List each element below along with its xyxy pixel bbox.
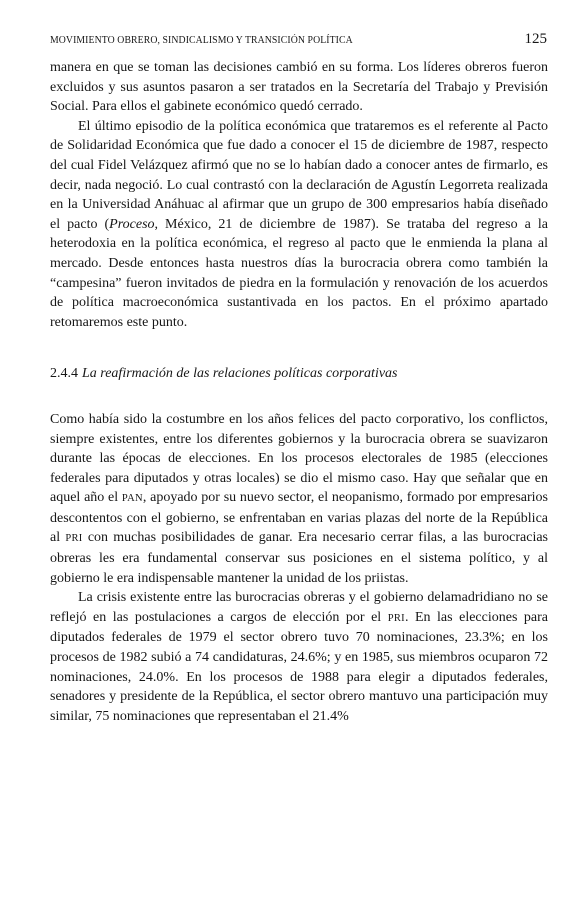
party-acronym: PRI xyxy=(65,533,83,545)
paragraph-text: El último episodio de la política económica que trataremos es el referente al Pacto de Solidaridad Económica que fue dado a conocer el 15 de diciembre de 1987, respecto del cual Fidel Velázquez afirmó que no se lo habían dado a conocer antes de firmarlo, es decir, nada negoció. Lo cual contrastó con la declaración de Agustín Legorreta realizada en la Universidad Anáhuac al afirmar que un grupo de 300 empresarios había diseñado el pacto ( xyxy=(50,118,548,232)
paragraph-elecciones xyxy=(50,410,548,588)
paragraph-text: , apoyado por su nuevo sector, el neopanismo, formado por empresarios descontentos con el gobierno, se enfrentaban en varias plazas del norte de la República al xyxy=(50,490,549,546)
paragraph-text: Como había sido la costumbre en los años felices del pacto corporativo, los conflictos, siempre existentes, entre los diferentes gobiernos y la burocracia obrera se suavizaron durante las épocas de elecciones. En los procesos electorales de 1985 (elecciones federales para diputados y otras locales) se dio el mismo caso. Hay que señalar que en aquel año el xyxy=(50,411,548,506)
page-body xyxy=(50,58,548,726)
running-title: MOVIMIENTO OBRERO, SINDICALISMO Y TRANSICIÓN POLÍTICA xyxy=(50,35,353,46)
publication-title: Proceso xyxy=(109,216,155,232)
party-acronym: PRI xyxy=(387,612,405,624)
paragraph-nominaciones xyxy=(50,588,548,726)
running-header xyxy=(50,31,547,51)
paragraph-text: con muchas posibilidades de ganar. Era necesario cerrar filas, a las burocracias obreras les era fundamental conservar sus posiciones en el sistema político, y al gobierno le era indispensable mantener la unidad de los priistas. xyxy=(50,530,548,586)
paragraph-text: , México, 21 de diciembre de 1987). Se trataba del regreso a la heterodoxia en la política económica, el regreso al pacto que le enmienda la plana al mercado. Desde entonces hasta nuestros días la burocracia obrera como también la “campesina” fueron invitados de piedra en la formulación y renovación de los acuerdos de política macroeconómica sustantivada en los pactos. En el próximo apartado retomaremos este punto. xyxy=(50,216,548,330)
paragraph-continued: manera en que se toman las decisiones cambió en su forma. Los líderes obreros fueron excluidos y sus asuntos pasaron a ser tratados en la Secretaría del Trabajo y Previsión Social. Para ellos el gabinete económico quedó cerrado. xyxy=(50,60,548,115)
section-title: La reafirmación de las relaciones políticas corporativas xyxy=(82,366,398,382)
paragraph-pacto xyxy=(50,117,548,333)
paragraph-text: . En las elecciones para diputados federales de 1979 el sector obrero tuvo 70 nominaciones, 23.3%; en los procesos de 1982 subió a 74 candidaturas, 24.6%; y en 1985, sus miembros ocuparon 72 nominaciones, 24.0%. En los procesos de 1988 para elegir a diputados federales, senadores y presidente de la República, el sector obrero mantuvo una participación muy similar, 75 nominaciones que representaban el 21.4% xyxy=(50,609,548,724)
party-acronym: PAN xyxy=(121,493,143,505)
paragraph-text: La crisis existente entre las burocracias obreras y el gobierno delamadridiano no se reflejó en las postulaciones a cargos de elección por el xyxy=(50,590,548,625)
section-heading xyxy=(50,364,548,384)
section-number: 2.4.4 xyxy=(50,366,78,382)
page-number: 125 xyxy=(524,31,547,47)
